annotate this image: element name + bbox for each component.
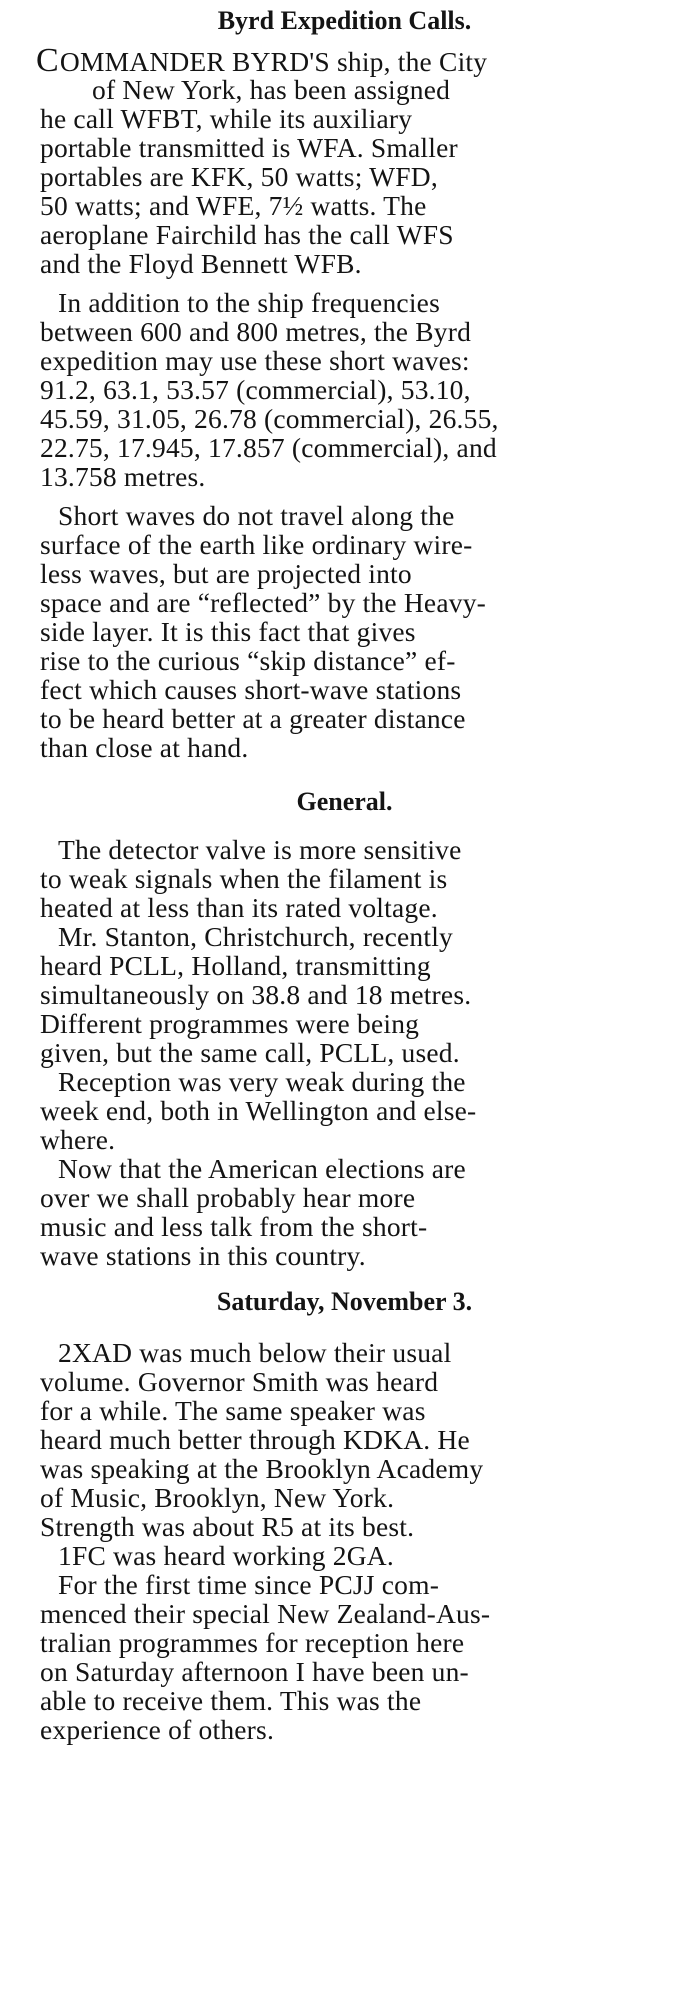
article-line: less waves, but are projected into	[40, 558, 412, 589]
article-line: between 600 and 800 metres, the Byrd	[40, 316, 472, 347]
article-line: week end, both in Wellington and else-	[40, 1095, 477, 1126]
article-line: portable transmitted is WFA. Smaller	[40, 132, 458, 163]
article-line: In addition to the ship frequencies	[58, 287, 440, 318]
article-line: portables are KFK, 50 watts; WFD,	[40, 161, 438, 192]
article-line: over we shall probably hear more	[40, 1182, 416, 1213]
article-line: expedition may use these short waves:	[40, 345, 470, 376]
section-heading-byrd-expedition: Byrd Expedition Calls.	[217, 6, 472, 35]
article-line: Short waves do not travel along the	[58, 500, 455, 531]
article-line: side layer. It is this fact that gives	[40, 616, 416, 647]
article-line: 50 watts; and WFE, 7½ watts. The	[40, 190, 427, 221]
article-line: 13.758 metres.	[40, 461, 206, 492]
article-line: 1FC was heard working 2GA.	[58, 1540, 394, 1571]
article-line: wave stations in this country.	[40, 1240, 366, 1271]
article-line: for a while. The same speaker was	[40, 1395, 426, 1426]
article-line: fect which causes short-wave stations	[40, 674, 462, 705]
article-line: on Saturday afternoon I have been un-	[40, 1656, 469, 1687]
article-line: volume. Governor Smith was heard	[40, 1366, 439, 1397]
article-line: rise to the curious “skip distance” ef-	[40, 645, 456, 676]
article-line: aeroplane Fairchild has the call WFS	[40, 219, 454, 250]
article-line: he call WFBT, while its auxiliary	[40, 103, 413, 134]
article-line: 45.59, 31.05, 26.78 (commercial), 26.55,	[40, 403, 499, 434]
article-line: The detector valve is more sensitive	[58, 834, 462, 865]
article-line: For the first time since PCJJ com-	[58, 1569, 440, 1600]
article-line: music and less talk from the short-	[40, 1211, 428, 1242]
article-line: heard much better through KDKA. He	[40, 1424, 470, 1455]
article-line: given, but the same call, PCLL, used.	[40, 1037, 460, 1068]
article-line: tralian programmes for reception here	[40, 1627, 465, 1658]
article-line: 91.2, 63.1, 53.57 (commercial), 53.10,	[40, 374, 471, 405]
article-line: to weak signals when the filament is	[40, 863, 448, 894]
section-heading-general: General.	[296, 787, 393, 816]
article-line: Reception was very weak during the	[58, 1066, 466, 1097]
article-line: of Music, Brooklyn, New York.	[40, 1482, 395, 1513]
article-line: space and are “reflected” by the Heavy-	[40, 587, 487, 618]
article-line: menced their special New Zealand-Aus-	[40, 1598, 491, 1629]
article-line: Different programmes were being	[40, 1008, 420, 1039]
line-text: OMMANDER BYRD'S ship, the City	[59, 46, 488, 77]
drop-cap: C	[36, 42, 59, 79]
article-line: 2XAD was much below their usual	[58, 1337, 452, 1368]
article-line: simultaneously on 38.8 and 18 metres.	[40, 979, 472, 1010]
article-line: Strength was about R5 at its best.	[40, 1511, 415, 1542]
article-line: experience of others.	[40, 1714, 275, 1745]
article-line: Mr. Stanton, Christchurch, recently	[58, 921, 453, 952]
section-heading-saturday-november-3: Saturday, November 3.	[216, 1287, 473, 1316]
article-line: to be heard better at a greater distance	[40, 703, 466, 734]
article-line: 22.75, 17.945, 17.857 (commercial), and	[40, 432, 497, 463]
article-line: surface of the earth like ordinary wire-	[40, 529, 473, 560]
article-line: and the Floyd Bennett WFB.	[40, 248, 362, 279]
article-line	[36, 42, 526, 79]
article-line: was speaking at the Brooklyn Academy	[40, 1453, 484, 1484]
article-line: able to receive them. This was the	[40, 1685, 422, 1716]
article-line: of New York, has been assigned	[92, 74, 451, 105]
article-line: Now that the American elections are	[58, 1153, 466, 1184]
article-line: than close at hand.	[40, 732, 249, 763]
article-line: heated at less than its rated voltage.	[40, 892, 438, 923]
article-line: heard PCLL, Holland, transmitting	[40, 950, 431, 981]
article-line: where.	[40, 1124, 116, 1155]
